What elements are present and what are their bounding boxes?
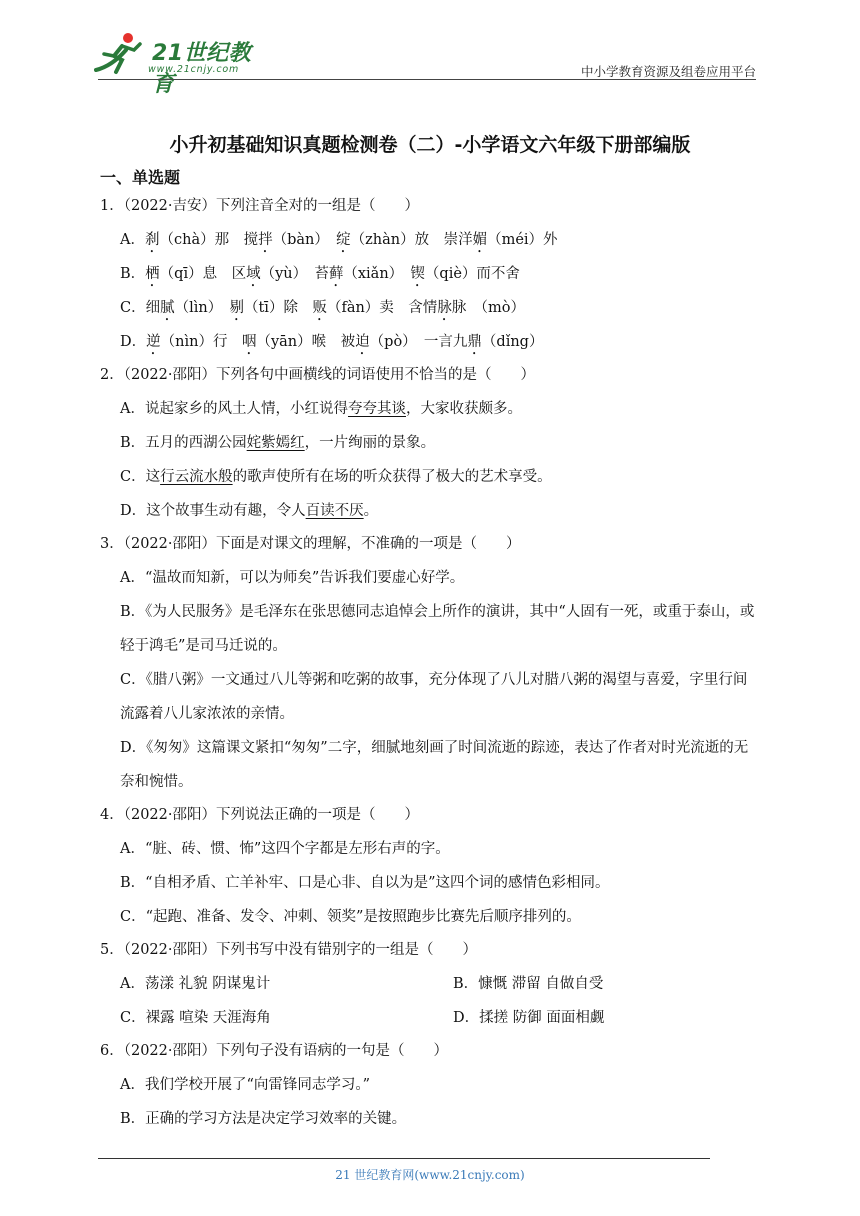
question-5-option-a[interactable]: A．荡漾 礼貌 阴谋鬼计 bbox=[120, 976, 271, 992]
question-3-option-d[interactable]: D．《匆匆》这篇课文紧扣“匆匆”二字，细腻地刻画了时间流逝的踪迹，表达了作者对时光流逝的无奈和惋惜。 bbox=[120, 740, 749, 790]
question-4-option-b[interactable]: B．“自相矛盾、亡羊补牢、口是心非、自以为是”这四个词的感情色彩相同。 bbox=[120, 875, 610, 891]
question-2-stem: 2．（2022·邵阳）下列各句中画横线的词语使用不恰当的是（ ） bbox=[100, 367, 535, 383]
footer-link[interactable]: 21 世纪教育网(www.21cnjy.com) bbox=[335, 1168, 525, 1182]
question-1-option-c[interactable]: C．细腻（lìn） 剔（tī）除 贩（fàn）卖 含情脉脉 （mò） bbox=[120, 300, 526, 316]
question-6-option-a[interactable]: A．我们学校开展了“向雷锋同志学习。” bbox=[120, 1077, 371, 1093]
site-logo[interactable] bbox=[92, 30, 272, 97]
question-2-option-b[interactable]: B．五月的西湖公园姹紫嫣红，一片绚丽的景象。 bbox=[120, 435, 436, 451]
question-4-option-c[interactable]: C．“起跑、准备、发令、冲刺、领奖”是按照跑步比赛先后顺序排列的。 bbox=[120, 909, 581, 925]
logo-url: www.21cnjy.com bbox=[148, 64, 240, 75]
question-1-option-a[interactable]: A．刹（chà）那 搅拌（bàn） 绽（zhàn）放 崇洋媚（méi）外 bbox=[120, 232, 558, 248]
question-2-option-d[interactable]: D．这个故事生动有趣，令人百读不厌。 bbox=[120, 503, 379, 519]
question-5-stem: 5．（2022·邵阳）下列书写中没有错别字的一组是（ ） bbox=[100, 942, 477, 958]
question-4-stem: 4．（2022·邵阳）下列说法正确的一项是（ ） bbox=[100, 807, 419, 823]
question-6-stem: 6．（2022·邵阳）下列句子没有语病的一句是（ ） bbox=[100, 1043, 448, 1059]
question-5-option-d[interactable]: D．揉搓 防御 面面相觑 bbox=[453, 1010, 605, 1026]
question-3-option-b[interactable]: B．《为人民服务》是毛泽东在张思德同志追悼会上所作的演讲，其中“人固有一死，或重于泰山，或轻于鸿毛”是司马迁说的。 bbox=[120, 604, 755, 654]
runner-logo-icon bbox=[92, 30, 148, 78]
page-header bbox=[0, 0, 860, 97]
question-2-option-c[interactable]: C．这行云流水般的歌声使所有在场的听众获得了极大的艺术享受。 bbox=[120, 469, 552, 485]
question-list bbox=[100, 190, 760, 1136]
question-5-option-c[interactable]: C．裸露 喧染 天涯海角 bbox=[120, 1010, 271, 1026]
logo-text: 21世纪教育 bbox=[152, 41, 252, 97]
question-3-option-c[interactable]: C．《腊八粥》一文通过八儿等粥和吃粥的故事，充分体现了八儿对腊八粥的渴望与喜爱，字里行间流露着八儿家浓浓的亲情。 bbox=[120, 672, 748, 722]
question-4-option-a[interactable]: A．“脏、砖、惯、怖”这四个字都是左形右声的字。 bbox=[120, 841, 450, 857]
question-6-option-b[interactable]: B．正确的学习方法是决定学习效率的关键。 bbox=[120, 1111, 407, 1127]
question-1-option-d[interactable]: D．逆（nìn）行 咽（yān）喉 被迫（pò） 一言九鼎（dǐng） bbox=[120, 334, 544, 350]
section-heading: 一、单选题 bbox=[100, 168, 181, 187]
question-3-stem: 3．（2022·邵阳）下面是对课文的理解，不准确的一项是（ ） bbox=[100, 536, 521, 552]
page-title: 小升初基础知识真题检测卷（二）-小学语文六年级下册部编版 bbox=[169, 134, 691, 156]
question-5-option-b[interactable]: B．慷慨 滞留 自做自受 bbox=[453, 976, 604, 992]
header-platform-text: 中小学教育资源及组卷应用平台 bbox=[580, 64, 756, 79]
question-3-option-a[interactable]: A．“温故而知新，可以为师矣”告诉我们要虚心好学。 bbox=[120, 570, 465, 586]
question-1-stem: 1．（2022·吉安）下列注音全对的一组是（ ） bbox=[100, 198, 419, 214]
question-1-option-b[interactable]: B．栖（qī）息 区域（yù） 苔藓（xiǎn） 锲（qiè）而不舍 bbox=[120, 266, 520, 282]
question-5-row-1 bbox=[100, 967, 760, 1001]
question-2-option-a[interactable]: A．说起家乡的风土人情，小红说得夸夸其谈，大家收获颇多。 bbox=[120, 401, 522, 417]
question-5-row-2 bbox=[100, 1001, 760, 1035]
footer-divider bbox=[98, 1158, 710, 1159]
header-divider bbox=[98, 79, 756, 80]
